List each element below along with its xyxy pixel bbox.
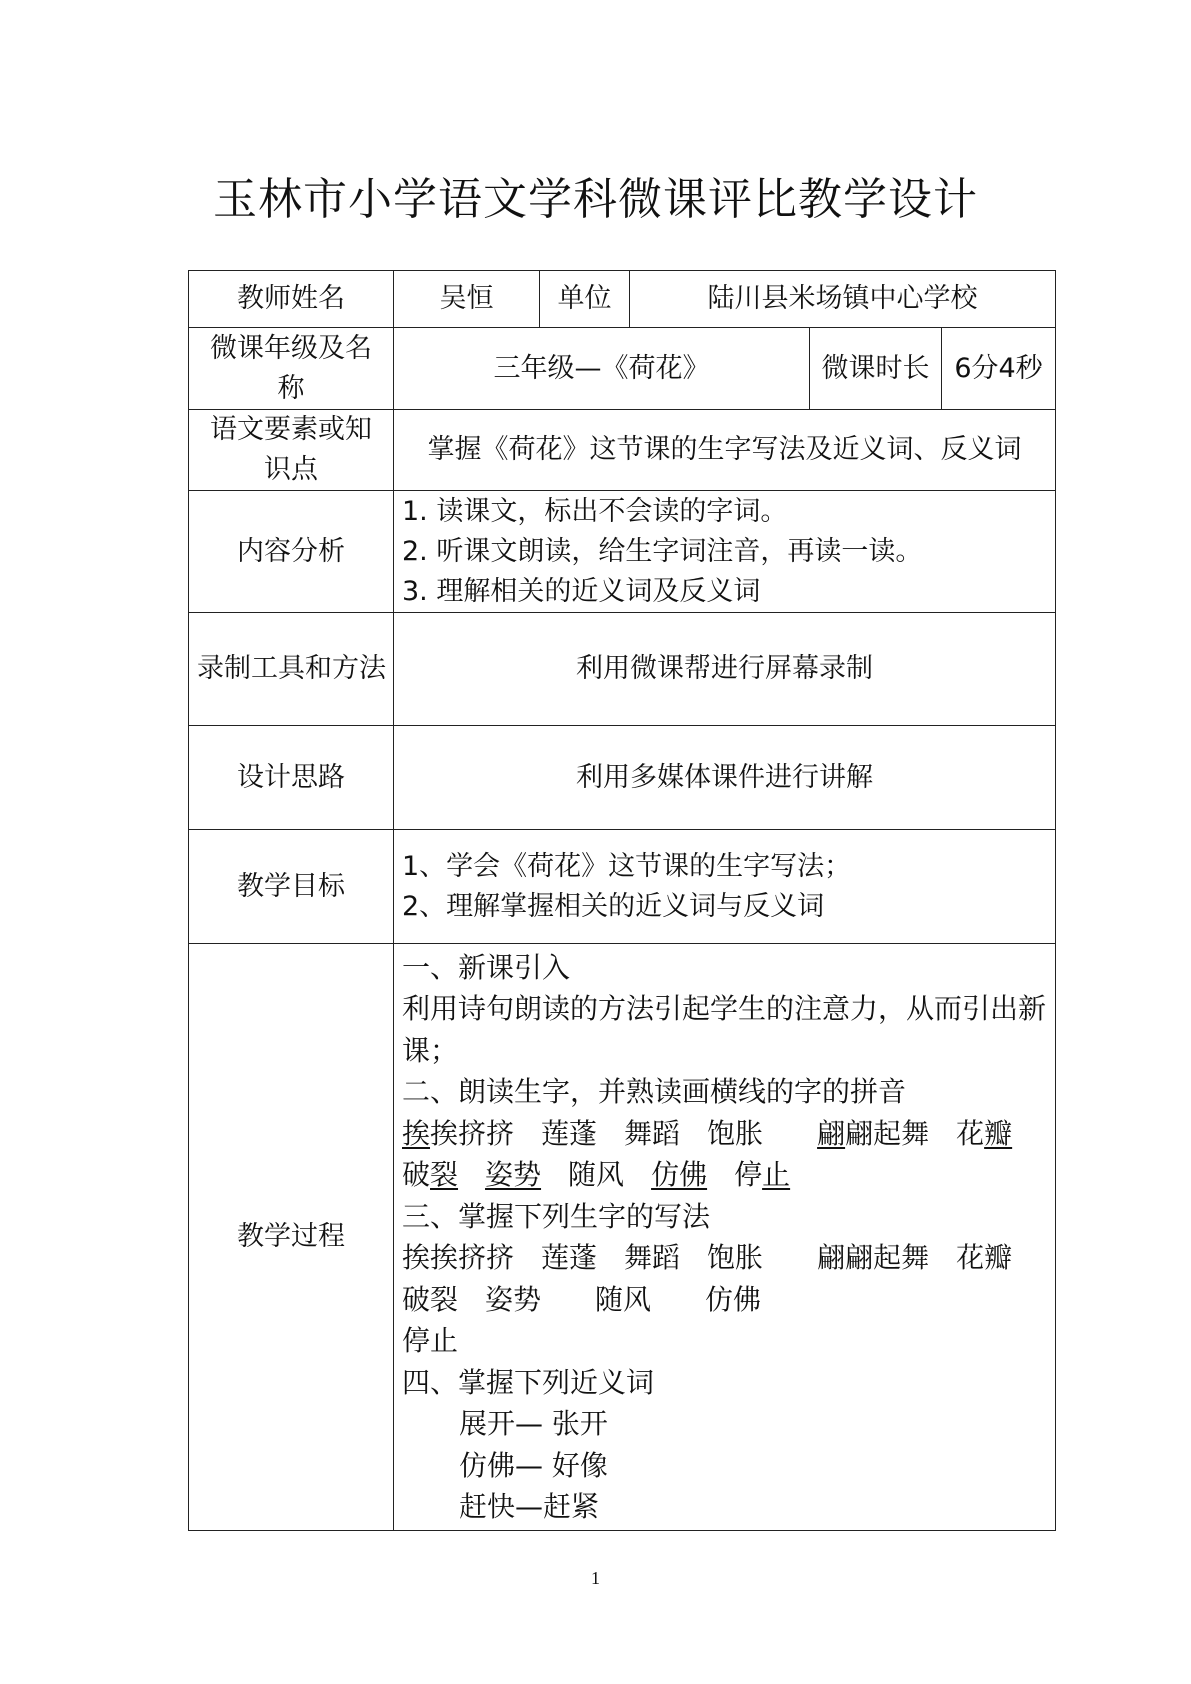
duration-label: 微课时长	[810, 328, 942, 410]
lesson-label: 微课年级及名称	[189, 328, 394, 410]
word-line	[402, 1279, 1047, 1321]
word: 破	[402, 1158, 431, 1191]
tools-label: 录制工具和方法	[189, 613, 394, 726]
word: 花瓣	[956, 1241, 1013, 1274]
teaching-process-value	[394, 944, 1056, 1531]
word: 姿势	[485, 1158, 542, 1191]
word: 翩	[817, 1116, 846, 1150]
section-text: 利用诗句朗读的方法引起学生的注意力，从而引出新课；	[402, 992, 1047, 1067]
teacher-name-value: 吴恒	[394, 271, 540, 328]
word: 翩起舞	[845, 1116, 930, 1150]
content-analysis-value	[394, 491, 1056, 613]
word: 姿势	[485, 1282, 542, 1316]
table-row	[189, 271, 1056, 328]
word: 停	[734, 1158, 763, 1191]
table-row	[189, 491, 1056, 613]
table-row	[189, 726, 1056, 830]
word: 停止	[402, 1324, 459, 1357]
section-title: 一、新课引入	[402, 950, 571, 984]
word: 舞蹈	[624, 1241, 681, 1274]
word-line	[402, 1154, 1047, 1196]
word: 挨挨挤挤	[402, 1241, 515, 1274]
lesson-value: 三年级—《荷花》	[394, 328, 810, 410]
goal-line: 1、学会《荷花》这节课的生字写法；	[402, 850, 852, 882]
unit-label: 单位	[540, 271, 630, 328]
lesson-design-table	[188, 270, 1056, 1531]
design-idea-value: 利用多媒体课件进行讲解	[394, 726, 1056, 830]
word: 裂	[430, 1158, 459, 1191]
duration-value: 6分4秒	[942, 328, 1056, 410]
word: 花	[956, 1116, 985, 1150]
content-line: 1. 读课文，标出不会读的字词。	[402, 495, 788, 527]
page-number: 1	[591, 1568, 600, 1588]
table-row	[189, 410, 1056, 491]
synonym-pair: 仿佛— 好像	[459, 1448, 608, 1482]
content-analysis-label: 内容分析	[189, 491, 394, 613]
word: 挨	[402, 1116, 431, 1150]
page-title: 玉林市小学语文学科微课评比教学设计	[213, 174, 978, 225]
knowledge-value: 掌握《荷花》这节课的生字写法及近义词、反义词	[394, 410, 1056, 491]
synonym-pair: 赶快—赶紧	[459, 1490, 600, 1523]
unit-value: 陆川县米场镇中心学校	[630, 271, 1056, 328]
knowledge-label: 语文要素或知识点	[189, 410, 394, 491]
word: 随风	[595, 1282, 652, 1316]
teaching-goals-value	[394, 830, 1056, 944]
content-line: 2. 听课文朗读，给生字词注音，再读一读。	[402, 535, 923, 567]
word: 仿佛	[651, 1158, 708, 1191]
design-idea-label: 设计思路	[189, 726, 394, 830]
word: 翩翩起舞	[817, 1241, 930, 1274]
word: 止	[762, 1158, 791, 1191]
word-line	[402, 1113, 1047, 1155]
teaching-goals-label: 教学目标	[189, 830, 394, 944]
teaching-process-label: 教学过程	[189, 944, 394, 1531]
content-line: 3. 理解相关的近义词及反义词	[402, 575, 761, 607]
section-title: 三、掌握下列生字的写法	[402, 1199, 711, 1233]
section-title: 二、朗读生字，并熟读画横线的字的拼音	[402, 1075, 907, 1108]
synonym-pair: 展开— 张开	[459, 1407, 608, 1440]
table-row	[189, 830, 1056, 944]
tools-value: 利用微课帮进行屏幕录制	[394, 613, 1056, 726]
teacher-name-label: 教师姓名	[189, 271, 394, 328]
word: 瓣	[984, 1116, 1013, 1150]
section-title: 四、掌握下列近义词	[402, 1365, 655, 1399]
word: 随风	[568, 1158, 625, 1191]
word: 饱胀	[707, 1241, 764, 1274]
table-row	[189, 944, 1056, 1531]
word: 饱胀	[707, 1116, 764, 1150]
word-line	[402, 1237, 1047, 1279]
word: 挨挤挤	[430, 1116, 515, 1150]
word: 仿佛	[705, 1282, 762, 1316]
table-row	[189, 613, 1056, 726]
word: 莲蓬	[541, 1241, 598, 1274]
word: 破裂	[402, 1282, 459, 1316]
word: 莲蓬	[541, 1116, 598, 1150]
table-row	[189, 328, 1056, 410]
goal-line: 2、理解掌握相关的近义词与反义词	[402, 890, 825, 922]
word: 舞蹈	[624, 1116, 681, 1150]
